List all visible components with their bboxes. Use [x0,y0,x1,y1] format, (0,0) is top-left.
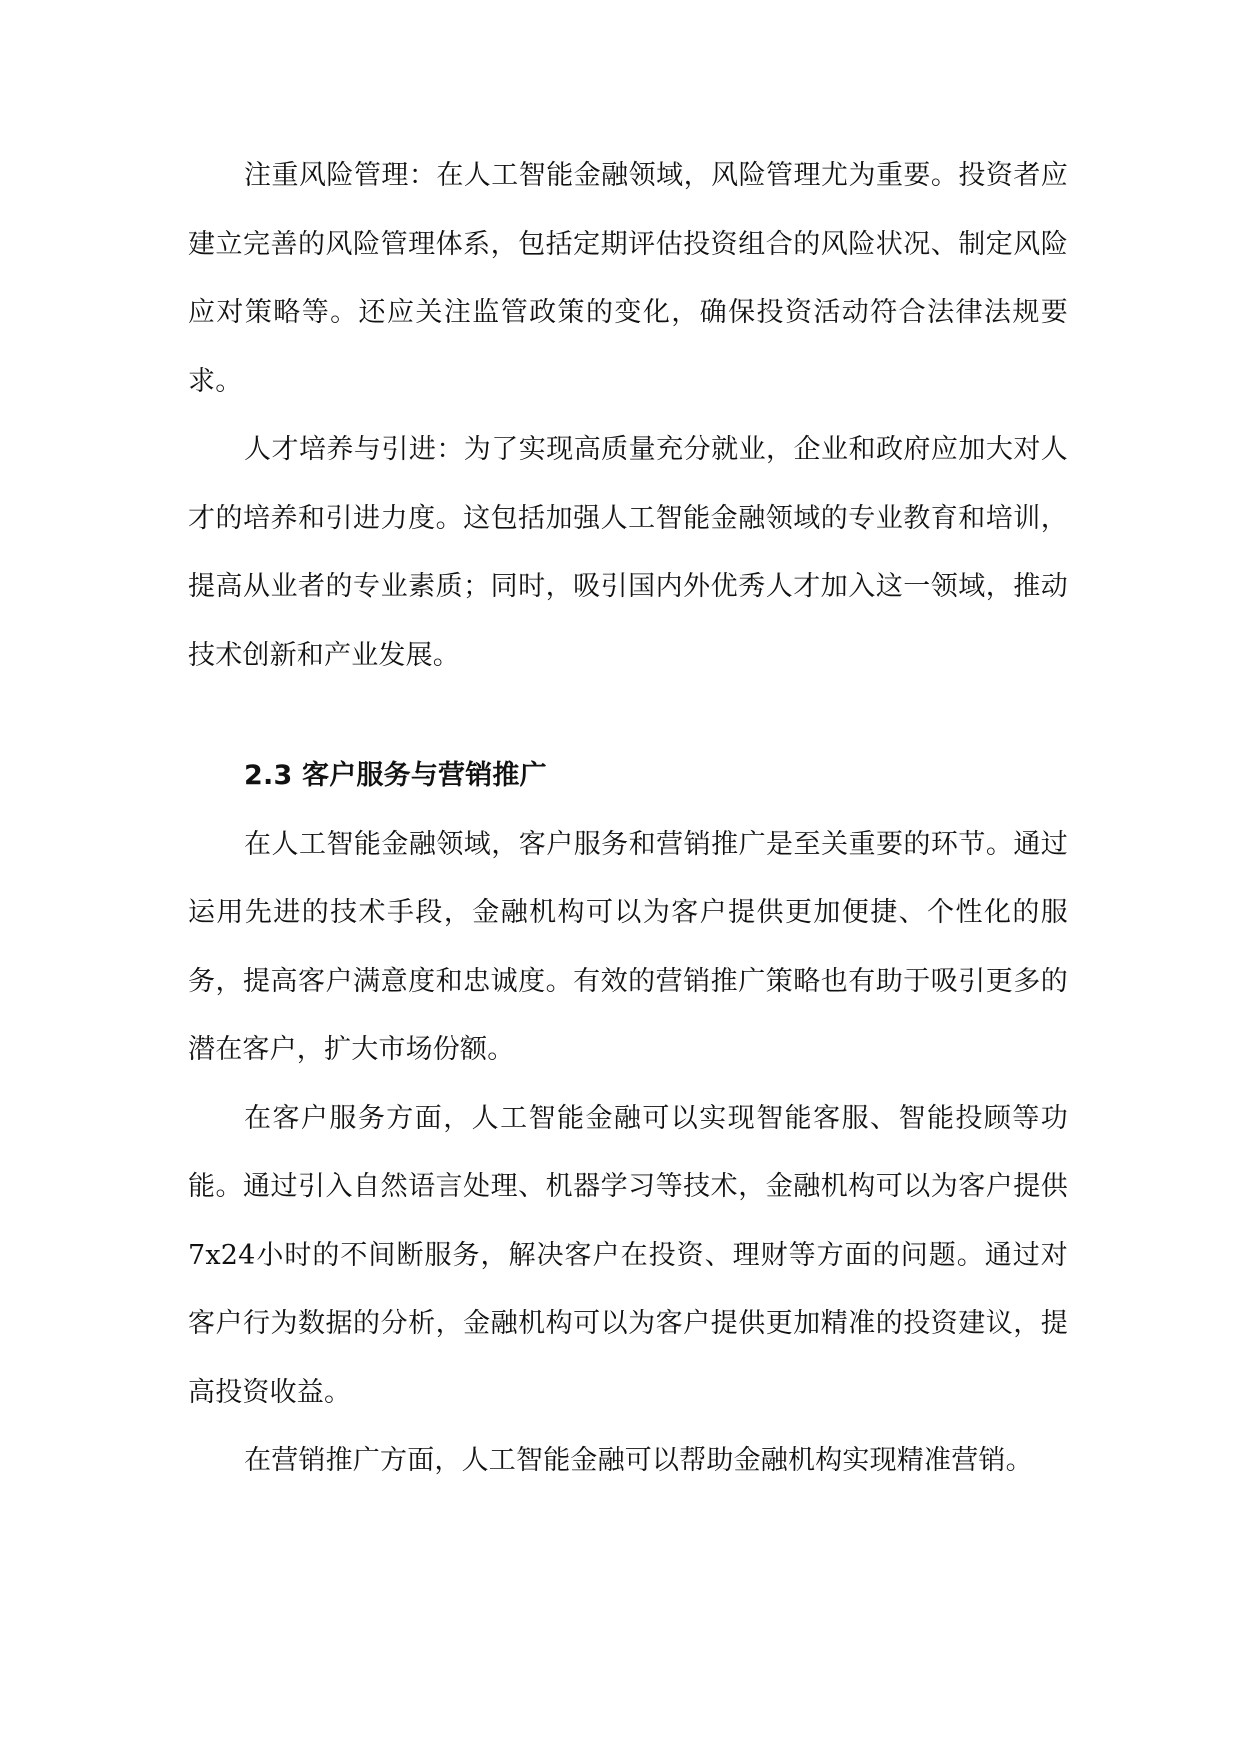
section-spacing [188,690,1068,742]
section-heading: 2.3 客户服务与营销推广 [244,760,547,791]
paragraph-customer-service-overview: 在人工智能金融领域，客户服务和营销推广是至关重要的环节。通过运用先进的技术手段，金融机构可以为客户提供更加便捷、个性化的服务，提高客户满意度和忠诚度。有效的营销推广策略也有助于吸引更多的潜在客户，扩大市场份额。 [188,828,1068,1065]
paragraph-risk-management: 注重风险管理：在人工智能金融领域，风险管理尤为重要。投资者应建立完善的风险管理体系，包括定期评估投资组合的风险状况、制定风险应对策略等。还应关注监管政策的变化，确保投资活动符合法律法规要求。 [188,160,1068,397]
document-body [188,142,1068,1496]
paragraph-customer-service-details: 在客户服务方面，人工智能金融可以实现智能客服、智能投顾等功能。通过引入自然语言处理、机器学习等技术，金融机构可以为客户提供7x24小时的不间断服务，解决客户在投资、理财等方面的问题。通过对客户行为数据的分析，金融机构可以为客户提供更加精准的投资建议，提高投资收益。 [188,1102,1068,1408]
paragraph-talent-development: 人才培养与引进：为了实现高质量充分就业，企业和政府应加大对人才的培养和引进力度。这包括加强人工智能金融领域的专业教育和培训，提高从业者的专业素质；同时，吸引国内外优秀人才加入这一领域，推动技术创新和产业发展。 [188,434,1068,671]
paragraph-marketing: 在营销推广方面，人工智能金融可以帮助金融机构实现精准营销。 [244,1445,1033,1476]
